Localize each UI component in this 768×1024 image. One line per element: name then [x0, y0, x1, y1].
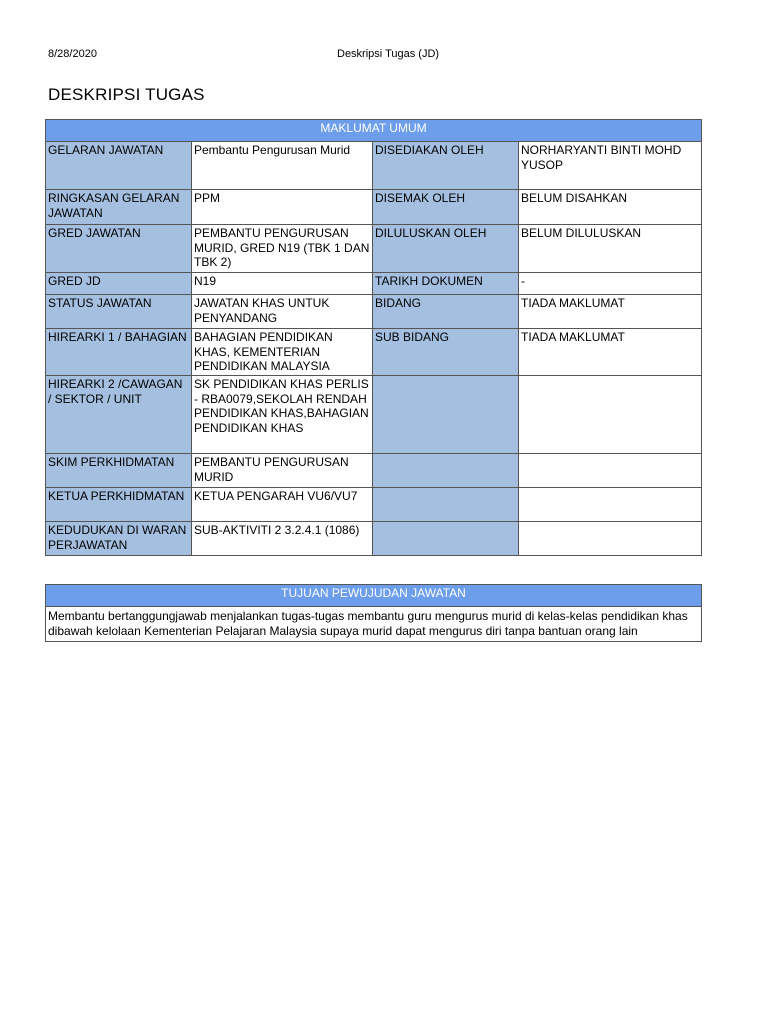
- label-hirearki-1: HIREARKI 1 / BAHAGIAN: [46, 329, 192, 376]
- table-row: [46, 522, 702, 556]
- value-empty: [519, 454, 702, 488]
- label-ringkasan-gelaran: RINGKASAN GELARAN JAWATAN: [46, 190, 192, 225]
- value-sub-bidang: TIADA MAKLUMAT: [519, 329, 702, 376]
- value-bidang: TIADA MAKLUMAT: [519, 295, 702, 329]
- value-diluluskan-oleh: BELUM DILULUSKAN: [519, 225, 702, 273]
- table-row: [46, 225, 702, 273]
- value-hirearki-1: BAHAGIAN PENDIDIKAN KHAS, KEMENTERIAN PENDIDIKAN MALAYSIA: [192, 329, 373, 376]
- label-sub-bidang: SUB BIDANG: [373, 329, 519, 376]
- label-empty: [373, 522, 519, 556]
- table-row: [46, 454, 702, 488]
- section-title-maklumat-umum: MAKLUMAT UMUM: [46, 120, 702, 142]
- section-header-row: [46, 120, 702, 142]
- label-tarikh-dokumen: TARIKH DOKUMEN: [373, 273, 519, 295]
- table-row: [46, 607, 702, 642]
- value-skim-perkhidmatan: PEMBANTU PENGURUSAN MURID: [192, 454, 373, 488]
- label-kedudukan-waran: KEDUDUKAN DI WARAN PERJAWATAN: [46, 522, 192, 556]
- purpose-text: Membantu bertanggungjawab menjalankan tugas-tugas membantu guru mengurus murid di kelas-kelas pendidikan khas dibawah kelolaan Kementerian Pelajaran Malaysia supaya murid dapat mengurus diri tanpa bantuan orang lain: [46, 607, 702, 642]
- value-gred-jd: N19: [192, 273, 373, 295]
- label-disemak-oleh: DISEMAK OLEH: [373, 190, 519, 225]
- label-status-jawatan: STATUS JAWATAN: [46, 295, 192, 329]
- section-title-tujuan-pewujudan: TUJUAN PEWUJUDAN JAWATAN: [46, 585, 702, 607]
- value-empty: [519, 488, 702, 522]
- value-gred-jawatan: PEMBANTU PENGURUSAN MURID, GRED N19 (TBK 1 DAN TBK 2): [192, 225, 373, 273]
- label-hirearki-2: HIREARKI 2 /CAWAGAN / SEKTOR / UNIT: [46, 376, 192, 454]
- table-row: [46, 329, 702, 376]
- label-ketua-perkhidmatan: KETUA PERKHIDMATAN: [46, 488, 192, 522]
- value-ringkasan-gelaran: PPM: [192, 190, 373, 225]
- table-row: [46, 142, 702, 190]
- label-empty: [373, 376, 519, 454]
- table-row: [46, 295, 702, 329]
- label-empty: [373, 488, 519, 522]
- value-empty: [519, 522, 702, 556]
- value-ketua-perkhidmatan: KETUA PENGARAH VU6/VU7: [192, 488, 373, 522]
- table-row: [46, 376, 702, 454]
- page-title: DESKRIPSI TUGAS: [48, 85, 205, 104]
- table-row: [46, 273, 702, 295]
- label-gred-jd: GRED JD: [46, 273, 192, 295]
- header-doc-title: Deskripsi Tugas (JD): [337, 48, 440, 60]
- label-bidang: BIDANG: [373, 295, 519, 329]
- general-info-table: [45, 119, 702, 556]
- value-status-jawatan: JAWATAN KHAS UNTUK PENYANDANG: [192, 295, 373, 329]
- header-date: 8/28/2020: [48, 48, 97, 60]
- table-row: [46, 488, 702, 522]
- value-tarikh-dokumen: -: [519, 273, 702, 295]
- value-kedudukan-waran: SUB-AKTIVITI 2 3.2.4.1 (1086): [192, 522, 373, 556]
- value-empty: [519, 376, 702, 454]
- label-gred-jawatan: GRED JAWATAN: [46, 225, 192, 273]
- value-disemak-oleh: BELUM DISAHKAN: [519, 190, 702, 225]
- label-gelaran-jawatan: GELARAN JAWATAN: [46, 142, 192, 190]
- value-gelaran-jawatan: Pembantu Pengurusan Murid: [192, 142, 373, 190]
- label-disediakan-oleh: DISEDIAKAN OLEH: [373, 142, 519, 190]
- label-empty: [373, 454, 519, 488]
- value-disediakan-oleh: NORHARYANTI BINTI MOHD YUSOP: [519, 142, 702, 190]
- label-diluluskan-oleh: DILULUSKAN OLEH: [373, 225, 519, 273]
- purpose-table: [45, 584, 702, 642]
- value-hirearki-2: SK PENDIDIKAN KHAS PERLIS - RBA0079,SEKOLAH RENDAH PENDIDIKAN KHAS,BAHAGIAN PENDIDIKAN KHAS: [192, 376, 373, 454]
- table-row: [46, 190, 702, 225]
- section-header-row: [46, 585, 702, 607]
- label-skim-perkhidmatan: SKIM PERKHIDMATAN: [46, 454, 192, 488]
